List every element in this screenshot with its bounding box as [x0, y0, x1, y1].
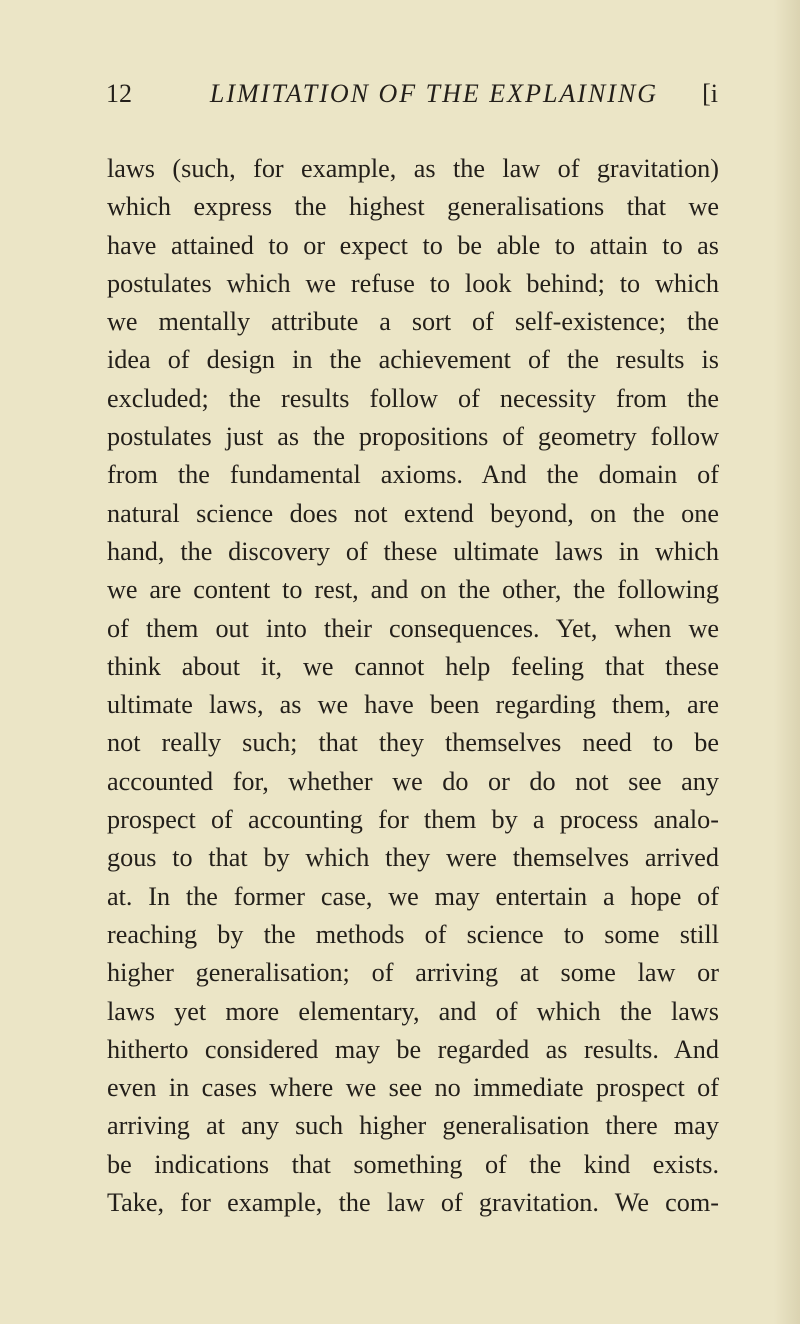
text-line: have attained to or expect to be able to attain to as: [107, 230, 719, 260]
page-number: 12: [106, 79, 132, 108]
text-line: from the fundamental axioms. And the domain of: [107, 460, 719, 490]
page-edge-shadow: [774, 0, 800, 1324]
text-line: arriving at any such higher generalisation there may: [107, 1111, 719, 1141]
text-line: hand, the discovery of these ultimate laws in which: [107, 536, 719, 566]
text-line: which express the highest generalisations that we: [107, 192, 719, 222]
text-line: not really such; that they themselves need to be: [107, 728, 719, 758]
text-line: ultimate laws, as we have been regarding them, are: [107, 690, 719, 720]
text-line: prospect of accounting for them by a process analo-: [107, 805, 719, 835]
text-line: idea of design in the achievement of the results is: [107, 345, 719, 375]
running-head: [106, 74, 718, 114]
text-line: laws yet more elementary, and of which the laws: [107, 996, 719, 1026]
text-line: reaching by the methods of science to some still: [107, 919, 719, 949]
text-line: be indications that something of the kind exists.: [107, 1149, 719, 1179]
text-line: we mentally attribute a sort of self-existence; the: [107, 307, 719, 337]
section-mark: [i: [702, 79, 718, 108]
text-line: gous to that by which they were themselves arrived: [107, 843, 719, 873]
text-line: of them out into their consequences. Yet, when we: [107, 613, 719, 643]
text-line: natural science does not extend beyond, on the one: [107, 498, 719, 528]
text-line: at. In the former case, we may entertain a hope of: [107, 881, 719, 911]
running-title: LIMITATION OF THE EXPLAINING: [209, 79, 659, 108]
text-line: we are content to rest, and on the other, the following: [107, 575, 719, 605]
text-line: think about it, we cannot help feeling that these: [107, 651, 719, 681]
text-line: postulates just as the propositions of geometry follow: [107, 422, 719, 452]
text-line: excluded; the results follow of necessity from the: [107, 383, 719, 413]
text-line: hitherto considered may be regarded as results. And: [107, 1034, 719, 1064]
text-line: accounted for, whether we do or do not see any: [107, 766, 719, 796]
text-line: even in cases where we see no immediate prospect of: [107, 1073, 719, 1103]
text-line: postulates which we refuse to look behind; to which: [107, 268, 719, 298]
text-line: Take, for example, the law of gravitation. We com-: [107, 1188, 719, 1218]
text-line: higher generalisation; of arriving at some law or: [107, 958, 719, 988]
text-line: laws (such, for example, as the law of gravitation): [107, 154, 719, 183]
body-paragraph: [107, 150, 719, 1222]
